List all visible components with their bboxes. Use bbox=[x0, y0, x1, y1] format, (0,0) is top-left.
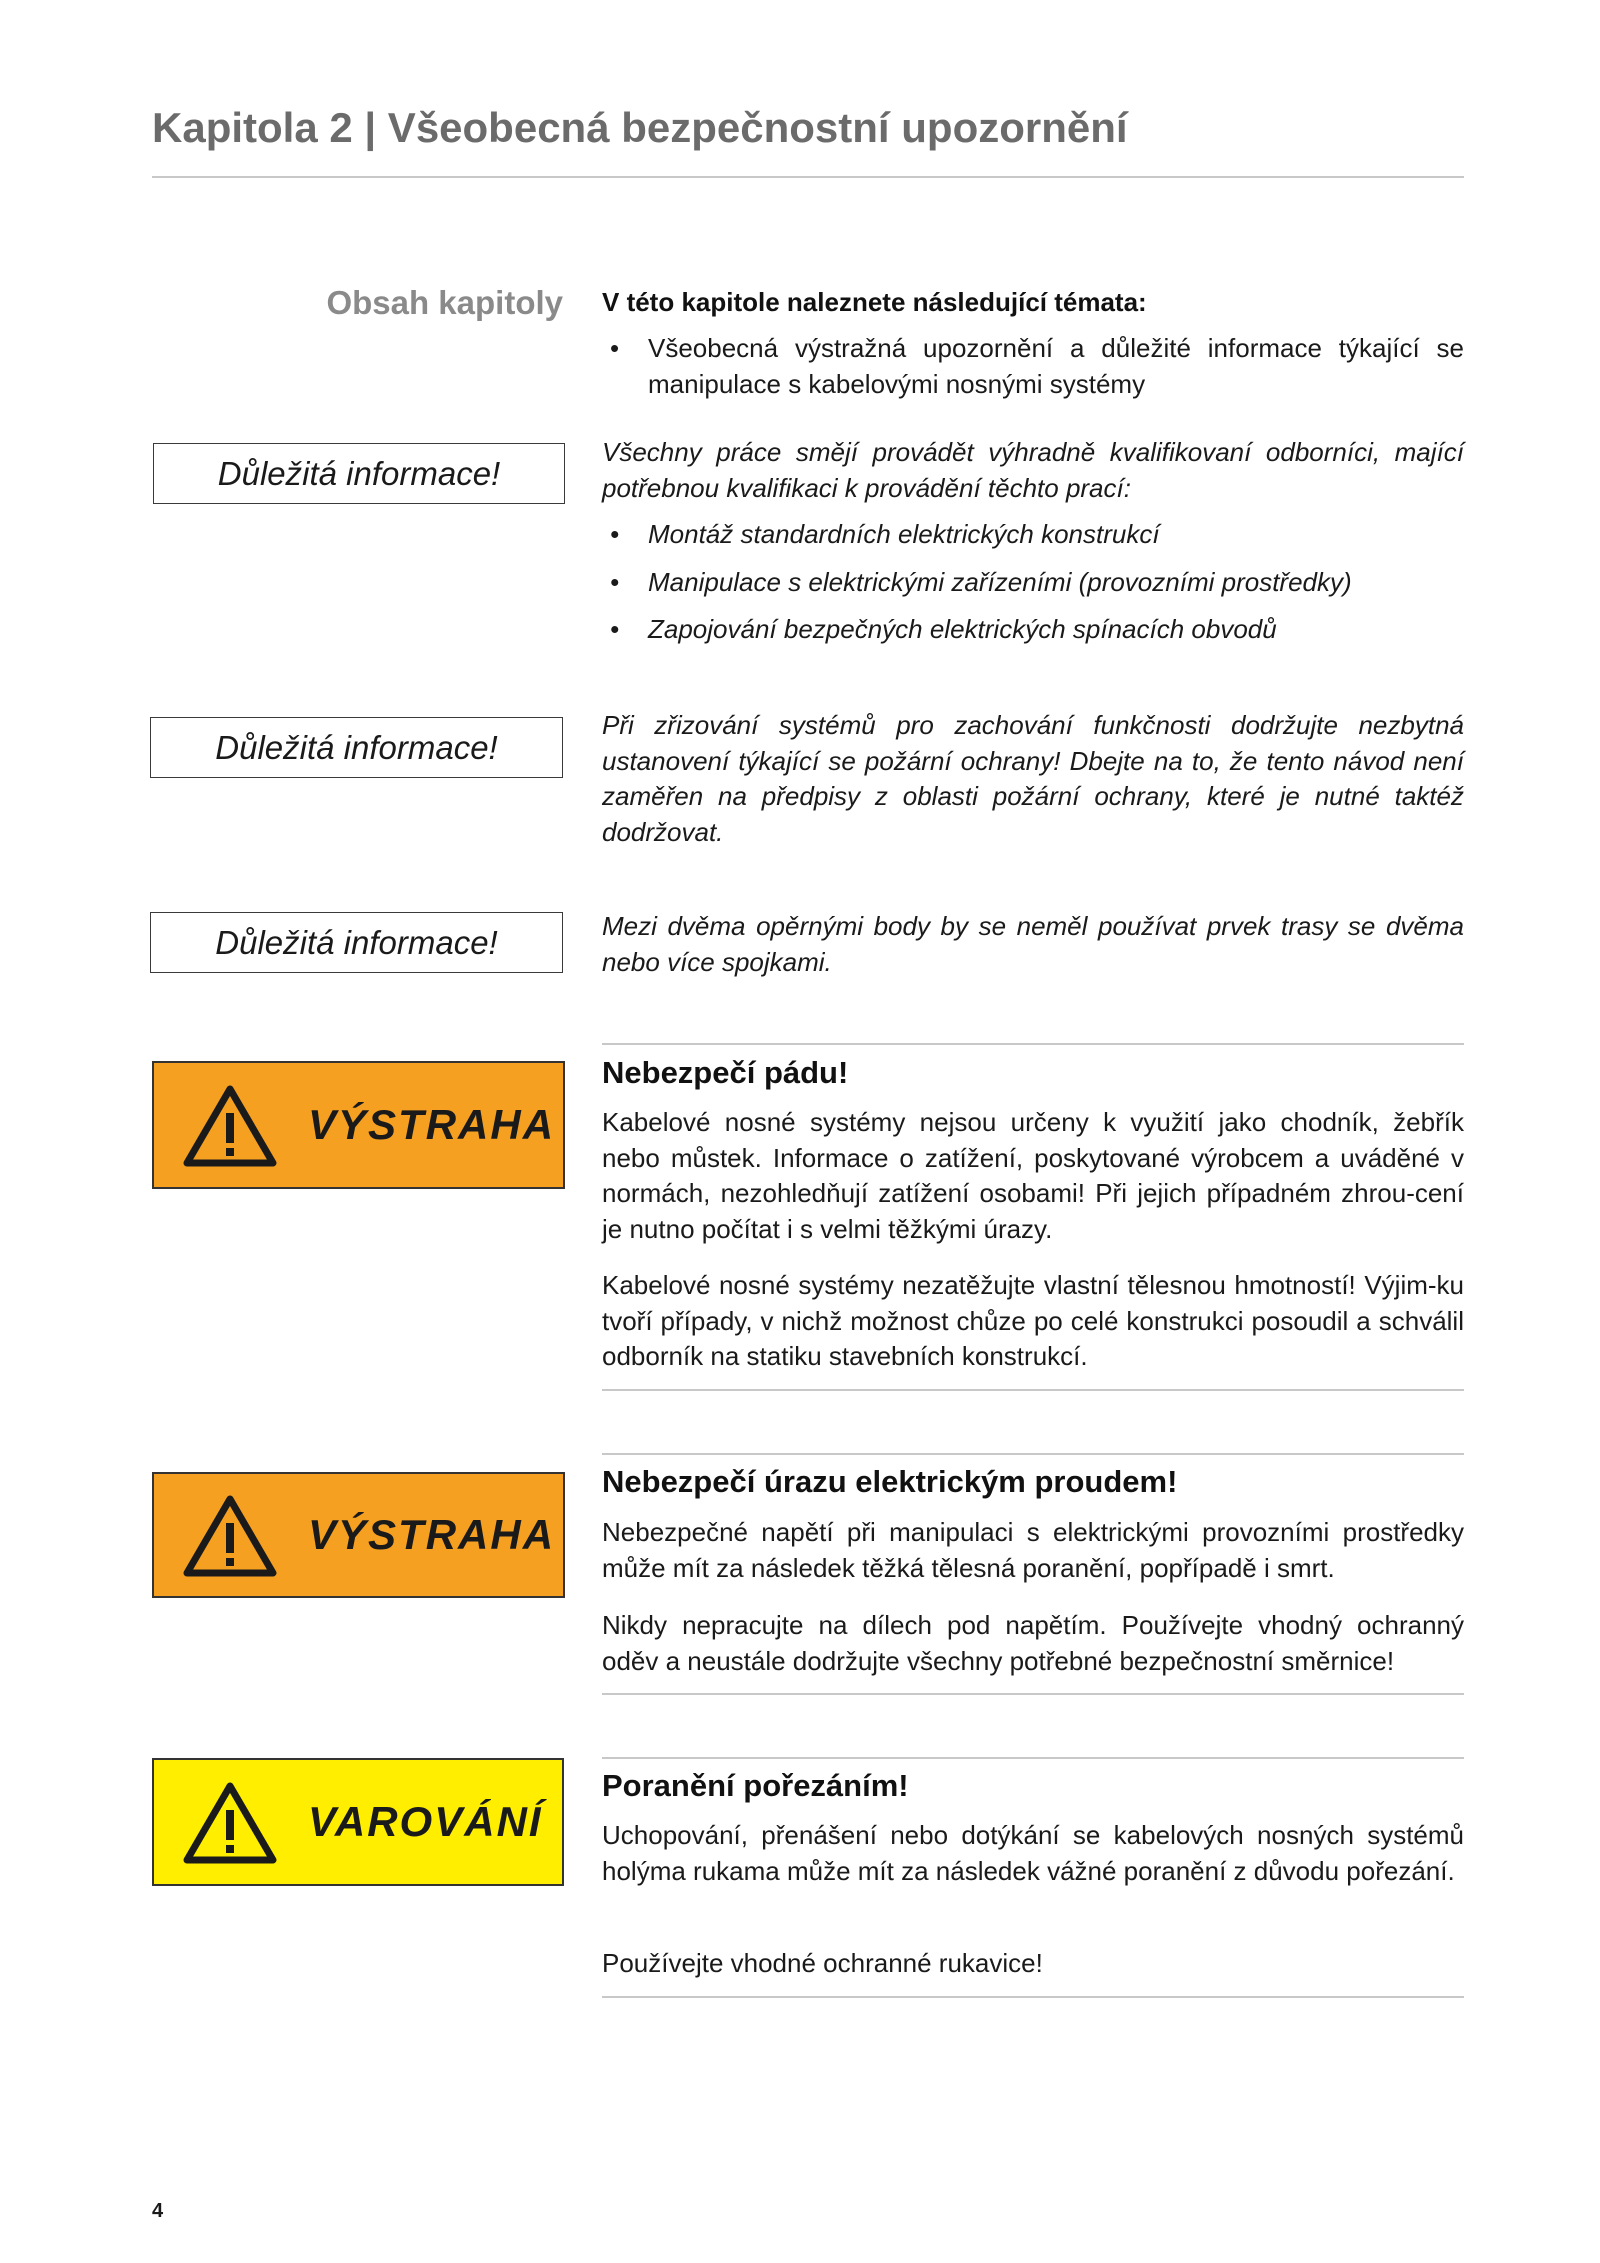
notice-text: Mezi dvěma opěrnými body by se neměl používat prvek trasy se dvěma nebo více spojkami. bbox=[602, 911, 1464, 977]
caution-sign-label: VAROVÁNÍ bbox=[308, 1798, 543, 1845]
page-title: Kapitola 2 | Všeobecná bezpečnostní upozornění bbox=[152, 104, 1128, 151]
warning-triangle-icon bbox=[182, 1083, 278, 1167]
section-rule bbox=[602, 1996, 1464, 1998]
list-item: • Montáž standardních elektrických konstrukcí bbox=[602, 517, 1464, 553]
section-title: Poranění pořezáním! bbox=[602, 1768, 909, 1803]
warning-sign-label: VÝSTRAHA bbox=[308, 1101, 556, 1148]
warning-triangle-icon bbox=[182, 1780, 278, 1864]
warning-sign-label: VÝSTRAHA bbox=[308, 1511, 556, 1558]
important-info-box: Důležitá informace! bbox=[150, 912, 563, 973]
qualification-list bbox=[602, 517, 1464, 648]
section-paragraph: Kabelové nosné systémy nezatěžujte vlastní tělesnou hmotností! Výjim-ku tvoří případy, v nichž možnost chůze po celé konstrukci posoudil a schválil odborník na statiku stavebních konstrukcí. bbox=[602, 1270, 1464, 1371]
section-rule bbox=[602, 1389, 1464, 1391]
warning-sign bbox=[152, 1061, 565, 1189]
section-paragraph: Nikdy nepracujte na dílech pod napětím. Používejte vhodný ochranný oděv a neustále dodržujte všechny potřebné bezpečnostní směrnice! bbox=[602, 1610, 1464, 1676]
section-rule bbox=[602, 1453, 1464, 1455]
contents-item: • Všeobecná výstražná upozornění a důležité informace týkající se manipulace s kabelovými nosnými systémy bbox=[602, 331, 1464, 402]
contents-heading: V této kapitole naleznete následující témata: bbox=[602, 287, 1147, 317]
section-paragraph: Kabelové nosné systémy nejsou určeny k využití jako chodník, žebřík nebo můstek. Informace o zatížení, poskytované výrobcem a uváděné v normách, nezohledňují zatížení osobami! Při jejich případném zhrou-cení je nutno počítat i s velmi těžkými úrazy. bbox=[602, 1107, 1464, 1244]
important-info-box: Důležitá informace! bbox=[150, 717, 563, 778]
section-paragraph: Uchopování, přenášení nebo dotýkání se kabelových nosných systémů holýma rukama může mít za následek vážné poranění z důvodu pořezání. bbox=[602, 1820, 1464, 1886]
section-title: Nebezpečí pádu! bbox=[602, 1055, 849, 1090]
section-rule bbox=[602, 1043, 1464, 1045]
section-paragraph: Používejte vhodné ochranné rukavice! bbox=[602, 1948, 1043, 1978]
warning-triangle-icon bbox=[182, 1493, 278, 1577]
warning-sign bbox=[152, 1472, 565, 1598]
section-rule bbox=[602, 1693, 1464, 1695]
page-number: 4 bbox=[152, 2200, 164, 2222]
contents-label: Obsah kapitoly bbox=[326, 284, 563, 321]
section-title: Nebezpečí úrazu elektrickým proudem! bbox=[602, 1464, 1178, 1499]
section-rule bbox=[602, 1757, 1464, 1759]
important-info-box: Důležitá informace! bbox=[153, 443, 565, 504]
list-item: • Zapojování bezpečných elektrických spínacích obvodů bbox=[602, 612, 1464, 648]
caution-sign bbox=[152, 1758, 564, 1886]
list-item: • Manipulace s elektrickými zařízeními (provozními prostředky) bbox=[602, 565, 1464, 601]
notice-text: Při zřizování systémů pro zachování funkčnosti dodržujte nezbytná ustanovení týkající se požární ochrany! Dbejte na to, že tento návod není zaměřen na předpisy z oblasti požární ochrany, které je nutné taktéž dodržovat. bbox=[602, 710, 1464, 847]
section-paragraph: Nebezpečné napětí při manipulaci s elektrickými provozními prostředky může mít za následek těžká tělesná poranění, popřípadě i smrt. bbox=[602, 1517, 1464, 1583]
contents-list bbox=[602, 331, 1464, 402]
notice-text: Všechny práce smějí provádět výhradně kvalifikovaní odborníci, mající potřebnou kvalifikaci k provádění těchto prací: bbox=[602, 437, 1464, 503]
header-rule bbox=[152, 176, 1464, 178]
